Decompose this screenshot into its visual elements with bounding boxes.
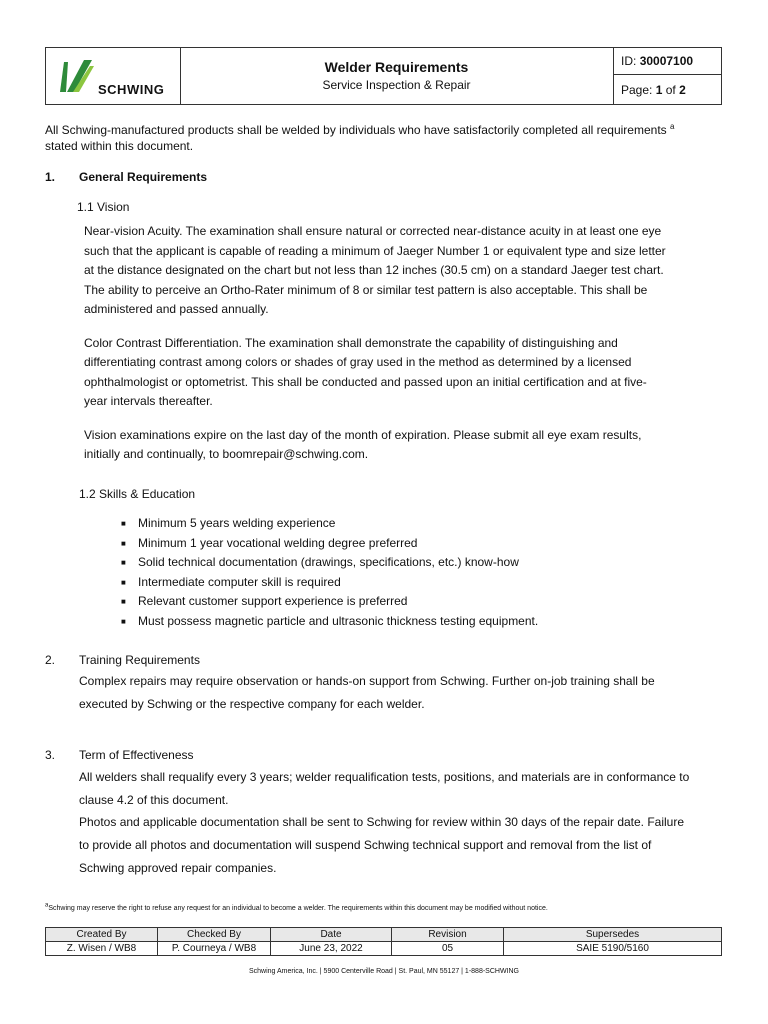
paragraph-line: administered and passed annually. bbox=[84, 302, 269, 316]
skills-list bbox=[121, 514, 538, 631]
bullet-icon: ■ bbox=[121, 597, 126, 606]
page-total: 2 bbox=[679, 83, 686, 97]
revision-table bbox=[45, 927, 722, 956]
document-subtitle: Service Inspection & Repair bbox=[322, 78, 471, 92]
table-row bbox=[46, 942, 722, 956]
bullet-icon: ■ bbox=[121, 519, 126, 528]
section-1-number: 1. bbox=[45, 170, 56, 184]
table-cell: 05 bbox=[392, 942, 504, 956]
table-cell: SAIE 5190/5160 bbox=[504, 942, 722, 956]
table-cell: June 23, 2022 bbox=[271, 942, 392, 956]
bullet-icon: ■ bbox=[121, 538, 126, 548]
logo-cell bbox=[46, 48, 181, 104]
bullet-icon: ■ bbox=[121, 577, 126, 587]
section-1-heading: General Requirements bbox=[79, 170, 208, 184]
document-id bbox=[614, 48, 722, 75]
list-item bbox=[121, 592, 538, 612]
id-label: ID: bbox=[621, 54, 637, 68]
skills-heading: 1.2 Skills & Education bbox=[79, 487, 196, 501]
document-title: Welder Requirements bbox=[324, 59, 469, 75]
list-item bbox=[121, 573, 538, 593]
list-item bbox=[121, 612, 538, 632]
paragraph-line: executed by Schwing or the respective company for each welder. bbox=[79, 697, 425, 711]
bullet-icon: ■ bbox=[121, 616, 126, 626]
table-header-cell: Checked By bbox=[158, 928, 271, 942]
paragraph-line: Complex repairs may require observation or hands-on support from Schwing. Further on-job training shall be bbox=[79, 674, 655, 688]
list-item bbox=[121, 514, 538, 534]
bullet-icon: ■ bbox=[121, 558, 126, 567]
footnote-marker: a bbox=[670, 122, 675, 131]
logo-wordmark: SCHWING bbox=[98, 82, 165, 97]
paragraph-line: such that the applicant is capable of reading a minimum of Jaeger Number 1 or equivalent type and size letter bbox=[84, 244, 666, 258]
intro-text: All Schwing-manufactured products shall be welded by individuals who have satisfactorily completed all requirements bbox=[45, 123, 667, 137]
paragraph-line: Vision examinations expire on the last day of the month of expiration. Please submit all eye exam results, bbox=[84, 428, 642, 442]
list-item-text: Minimum 1 year vocational welding degree preferred bbox=[138, 535, 418, 550]
list-item-text: Relevant customer support experience is preferred bbox=[138, 594, 408, 608]
id-value: 30007100 bbox=[639, 54, 694, 68]
paragraph-line: to provide all photos and documentation will suspend Schwing technical support and removal from the list of bbox=[79, 838, 652, 852]
list-item-text: Must possess magnetic particle and ultrasonic thickness testing equipment. bbox=[138, 613, 539, 628]
footnote bbox=[45, 902, 548, 912]
paragraph-line: Schwing approved repair companies. bbox=[79, 861, 277, 875]
document-header bbox=[45, 47, 722, 105]
footnote-text: Schwing may reserve the right to refuse any request for an individual to become a welder. The requirements within this document may be modified without notice. bbox=[48, 905, 548, 912]
paragraph-line: at the distance designated on the chart but not less than 12 inches (30.5 cm) on a standard Jaeger test chart. bbox=[84, 263, 664, 277]
schwing-logo-icon bbox=[56, 56, 96, 96]
paragraph-line: year intervals thereafter. bbox=[84, 394, 213, 408]
paragraph-line: All welders shall requalify every 3 years; welder requalification tests, positions, and materials are in conformance to bbox=[79, 770, 690, 784]
vision-heading: 1.1 Vision bbox=[77, 200, 130, 214]
section-3-number: 3. bbox=[45, 748, 56, 762]
page-label: Page: bbox=[621, 83, 653, 97]
table-header-cell: Revision bbox=[392, 928, 504, 942]
footnote-marker: a bbox=[45, 902, 49, 909]
table-header-cell: Supersedes bbox=[504, 928, 722, 942]
list-item-text: Solid technical documentation (drawings, specifications, etc.) know-how bbox=[138, 555, 519, 569]
table-header-cell: Date bbox=[271, 928, 392, 942]
intro-line-2: stated within this document. bbox=[45, 139, 194, 153]
paragraph-line: initially and continually, to boomrepair@schwing.com. bbox=[84, 447, 369, 461]
title-cell bbox=[180, 48, 614, 104]
list-item bbox=[121, 534, 538, 554]
paragraph-line: Photos and applicable documentation shall be sent to Schwing for review within 30 days of the repair date. Failure bbox=[79, 815, 685, 829]
paragraph-line: The ability to perceive an Ortho-Rater minimum of 8 or similar test pattern is also acceptable. This shall be bbox=[84, 283, 648, 297]
list-item bbox=[121, 553, 538, 573]
paragraph-line: differentiating contrast among colors or shades of gray used in the method as determined by a licensed bbox=[84, 355, 632, 369]
page-of: of bbox=[665, 83, 676, 97]
section-2-number: 2. bbox=[45, 653, 56, 667]
table-cell: Z. Wisen / WB8 bbox=[46, 942, 158, 956]
list-item-text: Intermediate computer skill is required bbox=[138, 574, 341, 589]
table-header-cell: Created By bbox=[46, 928, 158, 942]
page-current: 1 bbox=[655, 83, 663, 97]
section-3-heading: Term of Effectiveness bbox=[79, 748, 194, 762]
company-address: Schwing America, Inc. | 5900 Centerville Road | St. Paul, MN 55127 | 1-888-SCHWING bbox=[248, 968, 520, 975]
table-cell: P. Courneya / WB8 bbox=[158, 942, 271, 956]
paragraph-line: ophthalmologist or optometrist. This shall be conducted and passed upon an initial certification and at five- bbox=[84, 375, 647, 389]
paragraph-line: Color Contrast Differentiation. The examination shall demonstrate the capability of distinguishing and bbox=[84, 336, 618, 350]
paragraph-line: Near-vision Acuity. The examination shall ensure natural or corrected near-distance acuity in at least one eye bbox=[84, 224, 662, 238]
paragraph-line: clause 4.2 of this document. bbox=[79, 793, 229, 807]
meta-cell bbox=[614, 48, 722, 104]
page-number bbox=[614, 76, 722, 104]
table-header-row bbox=[46, 928, 722, 942]
section-2-heading: Training Requirements bbox=[79, 653, 200, 667]
list-item-text: Minimum 5 years welding experience bbox=[138, 516, 336, 530]
